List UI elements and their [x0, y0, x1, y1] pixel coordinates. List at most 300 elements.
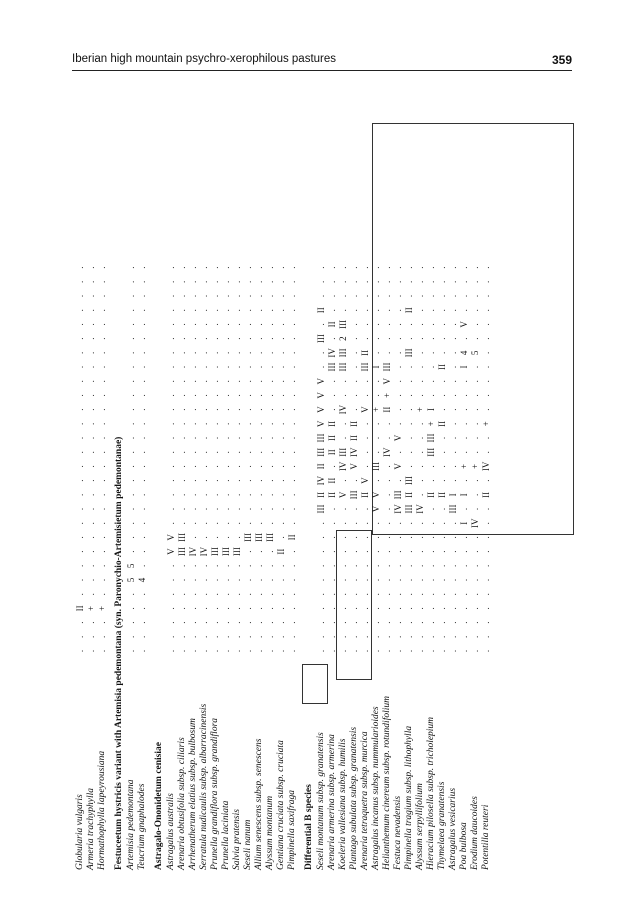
table-cell: .	[349, 323, 359, 326]
table-cell: .	[97, 408, 107, 411]
table-row	[480, 90, 492, 880]
table-cell: +	[97, 605, 107, 611]
table-cell: .	[126, 309, 136, 312]
table-cell: II	[404, 491, 414, 498]
table-cell: .	[287, 635, 297, 638]
table-cell: .	[126, 408, 136, 411]
table-cell: .	[382, 649, 392, 653]
table-cell: .	[382, 635, 392, 638]
table-cell: .	[126, 422, 136, 425]
table-cell: .	[243, 309, 253, 312]
table-cell: .	[265, 507, 275, 511]
table-cell: .	[75, 465, 85, 468]
table-cell: .	[437, 323, 447, 326]
table-cell: .	[276, 536, 286, 539]
table-cell: .	[327, 309, 337, 312]
table-cell: .	[177, 607, 187, 610]
table-cell: .	[221, 479, 231, 482]
table-cell: .	[75, 621, 85, 624]
table-cell: .	[166, 479, 176, 482]
table-cell: .	[316, 323, 326, 326]
table-cell: .	[415, 337, 425, 340]
table-cell: .	[415, 607, 425, 610]
table-cell: .	[210, 380, 220, 383]
table-cell: .	[199, 621, 209, 624]
species-name: Alyssum montanum	[265, 795, 275, 870]
table-cell: .	[338, 507, 348, 511]
table-cell: .	[316, 621, 326, 624]
table-cell: .	[75, 380, 85, 383]
table-cell: .	[188, 422, 198, 425]
table-cell: .	[232, 522, 242, 525]
table-cell: .	[276, 436, 286, 440]
table-cell: .	[232, 649, 242, 653]
table-cell: I	[459, 365, 469, 369]
table-cell: .	[137, 436, 147, 440]
table-cell: .	[349, 351, 359, 354]
table-cell: 4	[137, 577, 147, 583]
table-cell: .	[287, 465, 297, 468]
table-cell: .	[393, 593, 403, 596]
table-cell: I	[426, 408, 436, 412]
table-cell: .	[481, 365, 491, 369]
table-cell: .	[254, 351, 264, 354]
table-cell: .	[426, 593, 436, 596]
table-cell: .	[382, 351, 392, 354]
table-cell: .	[86, 578, 96, 582]
table-cell: .	[437, 280, 447, 283]
table-cell: .	[437, 507, 447, 511]
table-cell: III	[360, 362, 370, 372]
table-cell: III	[404, 476, 414, 486]
table-cell: IV	[382, 447, 392, 457]
table-cell: .	[232, 422, 242, 425]
table-cell: .	[415, 451, 425, 454]
table-cell: .	[221, 309, 231, 312]
table-cell: .	[265, 323, 275, 326]
table-cell: .	[199, 522, 209, 525]
table-cell: .	[470, 266, 480, 269]
table-cell: .	[86, 493, 96, 496]
table-cell: .	[177, 351, 187, 354]
table-cell: .	[210, 408, 220, 411]
table-cell: .	[210, 507, 220, 511]
table-cell: .	[126, 337, 136, 340]
table-cell: .	[360, 380, 370, 383]
table-cell: .	[75, 522, 85, 525]
species-name: Pimpinella saxifraga	[287, 790, 297, 870]
table-cell: .	[97, 479, 107, 482]
table-cell: .	[210, 422, 220, 425]
table-cell: .	[137, 309, 147, 312]
table-cell: .	[371, 621, 381, 624]
table-cell: .	[188, 451, 198, 454]
table-row	[286, 90, 298, 880]
species-name: Prunella laciniata	[221, 800, 231, 870]
table-cell: V	[338, 491, 348, 499]
table-cell: III	[221, 547, 231, 557]
table-cell: .	[188, 436, 198, 440]
table-cell: .	[177, 621, 187, 624]
table-cell: III	[265, 532, 275, 542]
table-cell: .	[97, 522, 107, 525]
table-cell: .	[126, 380, 136, 383]
table-cell: .	[437, 607, 447, 610]
table-cell: .	[426, 309, 436, 312]
table-cell: .	[481, 436, 491, 440]
table-cell: .	[75, 536, 85, 539]
table-cell: .	[371, 380, 381, 383]
table-cell: .	[349, 266, 359, 269]
table-cell: .	[276, 593, 286, 596]
table-cell: .	[137, 394, 147, 397]
table-cell: .	[137, 649, 147, 653]
table-cell: .	[437, 621, 447, 624]
table-cell: .	[481, 309, 491, 312]
table-cell: .	[470, 280, 480, 283]
table-cell: .	[327, 507, 337, 511]
table-cell: .	[97, 593, 107, 596]
table-cell: II	[75, 605, 85, 612]
table-cell: .	[426, 649, 436, 653]
table-cell: .	[126, 465, 136, 468]
table-cell: .	[327, 280, 337, 283]
table-cell: .	[232, 507, 242, 511]
table-cell: .	[126, 451, 136, 454]
table-cell: .	[137, 337, 147, 340]
table-cell: .	[166, 337, 176, 340]
table-cell: .	[210, 493, 220, 496]
table-cell: .	[265, 635, 275, 638]
table-cell: V	[382, 377, 392, 385]
table-cell: .	[360, 337, 370, 340]
table-cell: .	[265, 365, 275, 369]
table-cell: +	[382, 392, 392, 398]
table-cell: .	[404, 394, 414, 397]
table-cell: .	[287, 436, 297, 440]
table-cell: II	[360, 349, 370, 356]
table-cell: .	[316, 266, 326, 269]
table-cell: .	[437, 649, 447, 653]
table-cell: .	[221, 380, 231, 383]
table-cell: II	[360, 491, 370, 498]
table-cell: .	[316, 564, 326, 567]
table-cell: +	[415, 407, 425, 413]
table-cell: .	[137, 635, 147, 638]
table-cell: .	[481, 266, 491, 269]
table-cell: .	[470, 564, 480, 567]
table-cell: .	[287, 564, 297, 567]
table-cell: .	[210, 323, 220, 326]
table-cell: .	[316, 294, 326, 298]
table-cell: .	[232, 479, 242, 482]
table-cell: .	[371, 479, 381, 482]
table-cell: .	[210, 621, 220, 624]
table-cell: .	[177, 294, 187, 298]
table-cell: .	[393, 550, 403, 553]
table-cell: .	[75, 337, 85, 340]
table-cell: .	[426, 607, 436, 610]
table-cell: .	[232, 564, 242, 567]
table-cell: .	[481, 522, 491, 525]
table-cell: .	[210, 351, 220, 354]
table-cell: .	[426, 578, 436, 582]
table-cell: .	[448, 564, 458, 567]
table-cell: .	[265, 621, 275, 624]
table-cell: .	[199, 294, 209, 298]
table-cell: .	[86, 479, 96, 482]
table-cell: .	[459, 337, 469, 340]
table-cell: .	[137, 380, 147, 383]
table-cell: .	[254, 408, 264, 411]
table-cell: III	[338, 348, 348, 358]
table-cell: .	[276, 309, 286, 312]
table-cell: .	[481, 280, 491, 283]
table-cell: .	[75, 294, 85, 298]
table-cell: .	[349, 649, 359, 653]
table-cell: .	[232, 351, 242, 354]
table-cell: .	[327, 536, 337, 539]
table-cell: .	[265, 493, 275, 496]
table-cell: .	[97, 365, 107, 369]
species-name: Arenaria obtusifolia subsp. ciliaris	[177, 737, 187, 870]
table-cell: +	[371, 407, 381, 413]
table-cell: .	[404, 578, 414, 582]
table-cell: .	[287, 522, 297, 525]
table-cell: 4	[459, 350, 469, 356]
table-cell: .	[86, 635, 96, 638]
table-cell: .	[177, 337, 187, 340]
table-cell: .	[287, 394, 297, 397]
table-cell: .	[415, 294, 425, 298]
table-cell: .	[382, 493, 392, 496]
table-cell: .	[448, 266, 458, 269]
group-heading-text: Festuceetum hystricis variant with Artemisia pedemontana (syn. Paronychio-Artemisietum pedemontanae)	[114, 436, 124, 870]
table-cell: .	[221, 465, 231, 468]
table-cell: .	[232, 621, 242, 624]
table-cell: .	[243, 337, 253, 340]
table-cell: .	[188, 465, 198, 468]
table-cell: .	[177, 451, 187, 454]
table-cell: .	[137, 280, 147, 283]
table-cell: III	[338, 319, 348, 329]
table-cell: .	[287, 323, 297, 326]
table-cell: .	[327, 380, 337, 383]
table-cell: .	[349, 394, 359, 397]
table-cell: .	[188, 493, 198, 496]
species-name: Arenaria armerina subsp. armerina	[327, 734, 337, 870]
table-cell: .	[137, 465, 147, 468]
table-cell: .	[166, 266, 176, 269]
table-cell: .	[265, 550, 275, 553]
table-cell: .	[137, 522, 147, 525]
table-cell: .	[221, 365, 231, 369]
table-cell: .	[265, 380, 275, 383]
table-cell: .	[404, 323, 414, 326]
table-cell: .	[360, 465, 370, 468]
table-cell: .	[470, 323, 480, 326]
table-cell: .	[404, 337, 414, 340]
table-cell: .	[75, 280, 85, 283]
table-cell: .	[470, 294, 480, 298]
table-cell: .	[287, 266, 297, 269]
table-cell: II	[404, 307, 414, 314]
table-cell: .	[371, 394, 381, 397]
table-cell: .	[199, 465, 209, 468]
table-cell: .	[254, 465, 264, 468]
table-cell: .	[276, 351, 286, 354]
table-cell: .	[437, 294, 447, 298]
phytosociological-table	[70, 90, 575, 880]
table-cell: .	[360, 550, 370, 553]
table-cell: .	[470, 536, 480, 539]
table-cell: .	[470, 365, 480, 369]
table-cell: .	[126, 436, 136, 440]
table-cell: .	[481, 593, 491, 596]
table-cell: .	[459, 607, 469, 610]
table-cell: .	[327, 593, 337, 596]
table-cell: .	[199, 649, 209, 653]
table-cell: .	[254, 635, 264, 638]
table-cell: III	[404, 348, 414, 358]
table-cell: .	[382, 536, 392, 539]
table-cell: .	[232, 280, 242, 283]
table-cell: I	[459, 521, 469, 525]
table-cell: .	[166, 408, 176, 411]
table-cell: +	[481, 421, 491, 427]
table-cell: .	[276, 649, 286, 653]
table-cell: .	[137, 550, 147, 553]
table-cell: .	[232, 593, 242, 596]
table-cell: .	[243, 564, 253, 567]
table-cell: .	[360, 522, 370, 525]
table-cell: .	[470, 408, 480, 411]
table-cell: .	[126, 479, 136, 482]
table-cell: .	[265, 280, 275, 283]
table-cell: .	[404, 365, 414, 369]
table-cell: .	[166, 607, 176, 610]
table-cell: .	[393, 380, 403, 383]
table-cell: .	[126, 323, 136, 326]
table-cell: .	[97, 507, 107, 511]
table-cell: .	[437, 635, 447, 638]
table-cell: .	[404, 593, 414, 596]
table-cell: .	[327, 465, 337, 468]
table-cell: .	[382, 507, 392, 511]
table-cell: .	[287, 593, 297, 596]
table-cell: .	[166, 578, 176, 582]
table-cell: .	[254, 365, 264, 369]
table-cell: .	[243, 451, 253, 454]
table-cell: IV	[481, 461, 491, 472]
table-cell: .	[338, 649, 348, 653]
table-cell: .	[448, 294, 458, 298]
table-cell: .	[86, 522, 96, 525]
table-cell: .	[210, 649, 220, 653]
table-cell: .	[199, 351, 209, 354]
table-cell: .	[276, 422, 286, 425]
table-cell: .	[459, 649, 469, 653]
table-cell: II	[437, 491, 447, 498]
table-cell: .	[415, 593, 425, 596]
table-cell: .	[459, 394, 469, 397]
table-cell: V	[360, 406, 370, 413]
table-cell: IV	[199, 546, 209, 557]
table-cell: .	[265, 394, 275, 397]
group-heading-text: Astragalo-Ononidetum cenisiae	[154, 742, 164, 870]
table-cell: .	[415, 564, 425, 567]
table-cell: .	[470, 635, 480, 638]
table-cell: .	[437, 337, 447, 340]
table-cell: .	[199, 593, 209, 596]
table-cell: .	[210, 536, 220, 539]
table-cell: III	[232, 547, 242, 557]
table-cell: .	[349, 408, 359, 411]
table-cell: .	[75, 649, 85, 653]
table-cell: .	[382, 436, 392, 440]
table-cell: .	[199, 507, 209, 511]
table-cell: III	[316, 447, 326, 457]
table-cell: .	[75, 564, 85, 567]
table-cell: .	[97, 621, 107, 624]
table-cell: .	[382, 294, 392, 298]
table-cell: III	[210, 547, 220, 557]
table-cell: .	[221, 536, 231, 539]
table-cell: .	[199, 564, 209, 567]
table-cell: .	[254, 294, 264, 298]
table-cell: .	[243, 578, 253, 582]
table-cell: .	[481, 323, 491, 326]
table-cell: .	[316, 593, 326, 596]
table-cell: .	[188, 649, 198, 653]
table-cell: .	[276, 380, 286, 383]
table-cell: .	[470, 493, 480, 496]
table-cell: .	[404, 550, 414, 553]
table-cell: .	[86, 465, 96, 468]
table-cell: .	[371, 309, 381, 312]
table-cell: .	[481, 607, 491, 610]
table-cell: .	[360, 649, 370, 653]
table-cell: .	[338, 422, 348, 425]
table-cell: .	[137, 536, 147, 539]
table-cell: .	[481, 294, 491, 298]
table-cell: .	[448, 337, 458, 340]
table-cell: .	[276, 479, 286, 482]
table-cell: .	[166, 365, 176, 369]
table-cell: .	[75, 635, 85, 638]
table-cell: .	[287, 479, 297, 482]
table-cell: .	[188, 522, 198, 525]
table-cell: .	[415, 578, 425, 582]
table-cell: .	[481, 408, 491, 411]
table-cell: .	[481, 550, 491, 553]
table-cell: .	[188, 365, 198, 369]
table-cell: .	[199, 323, 209, 326]
table-cell: .	[287, 621, 297, 624]
table-cell: .	[86, 536, 96, 539]
table-cell: .	[166, 323, 176, 326]
table-cell: .	[86, 436, 96, 440]
table-cell: II	[316, 491, 326, 498]
table-cell: .	[210, 280, 220, 283]
table-cell: .	[382, 337, 392, 340]
table-cell: .	[360, 607, 370, 610]
species-name: Gentiana cruciata subsp. cruciata	[276, 740, 286, 870]
table-cell: .	[243, 522, 253, 525]
table-cell: .	[166, 649, 176, 653]
table-cell: .	[470, 507, 480, 511]
table-cell: .	[426, 635, 436, 638]
